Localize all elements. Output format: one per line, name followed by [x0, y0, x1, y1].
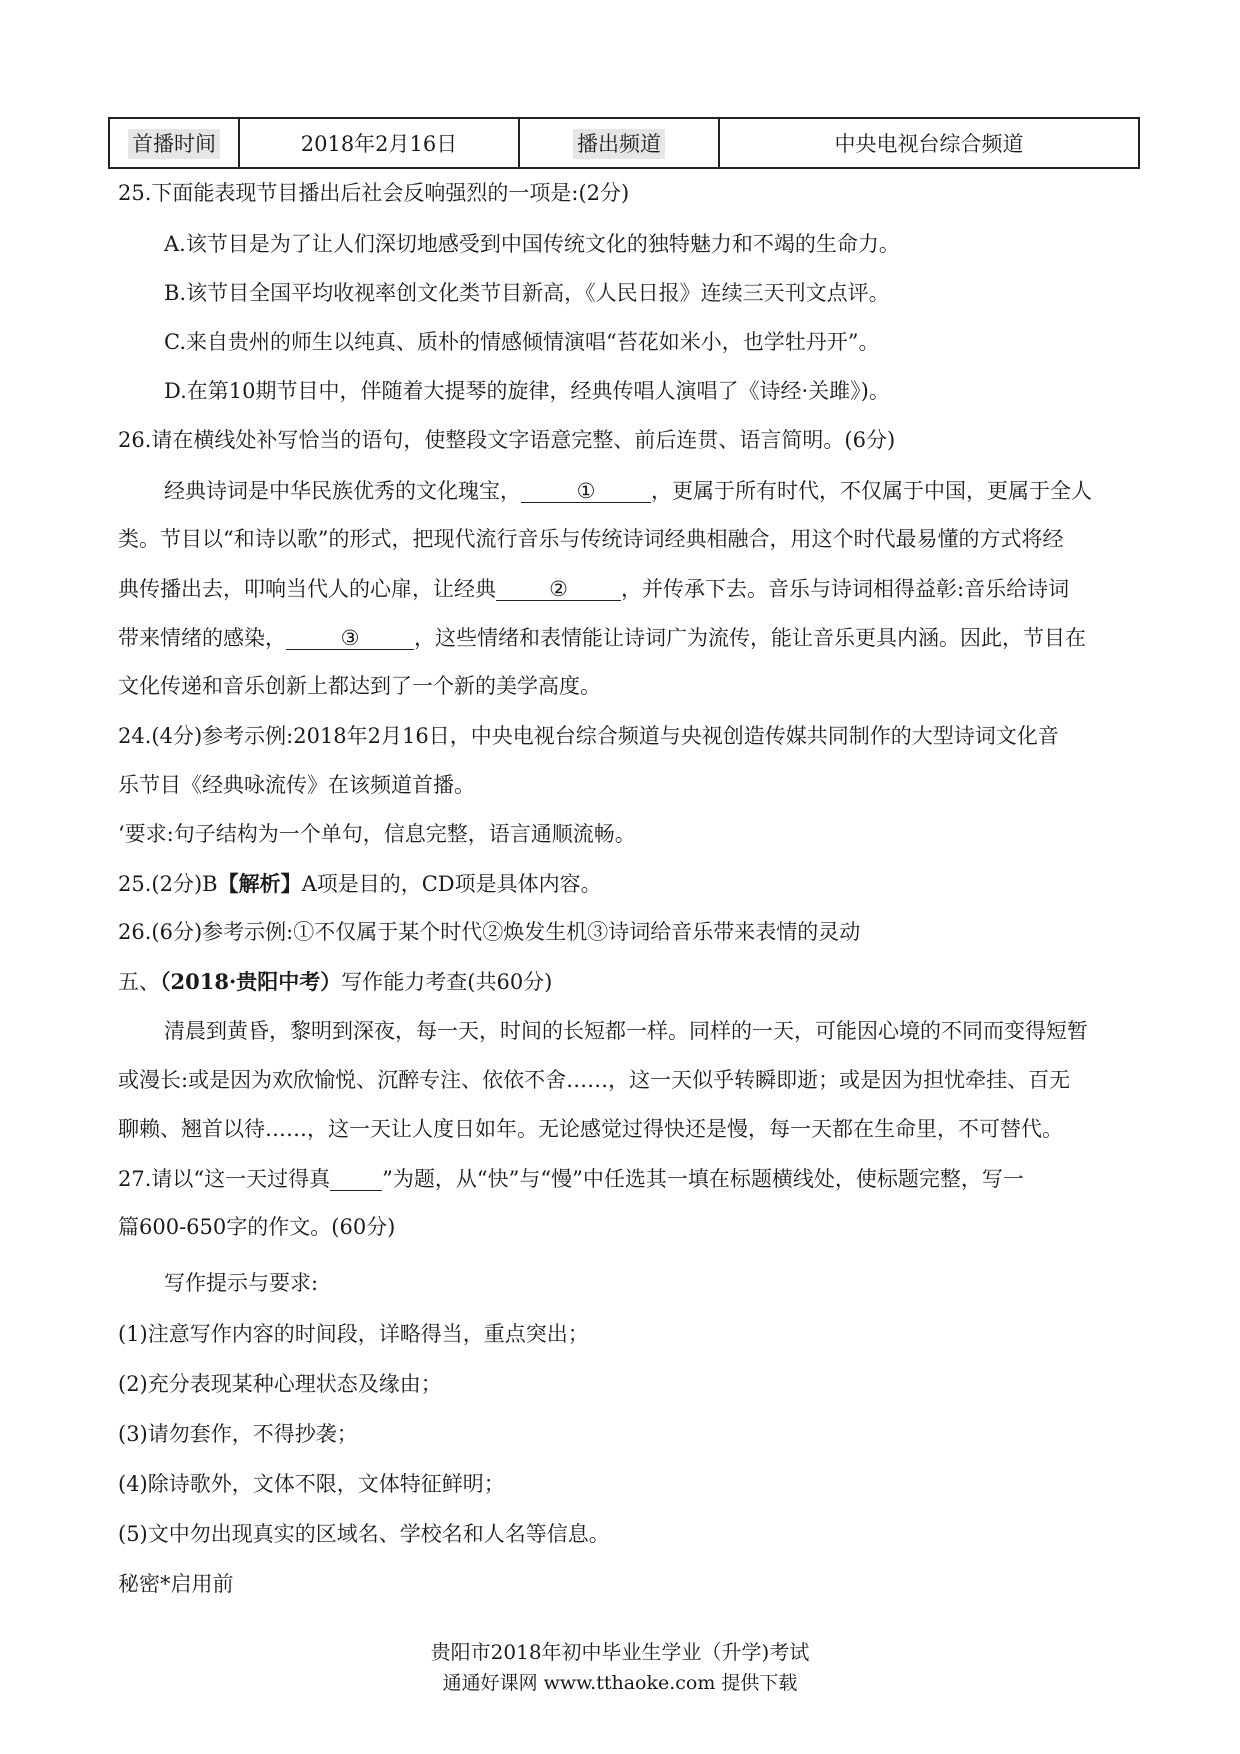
q26-line-3: 典传播出去，叩响当代人的心扉，让经典 ② ，并传承下去。音乐与诗词相得益彰:音乐给诗词: [118, 577, 1070, 601]
download-source-footer: 通通好课网 www.tthaoke.com 提供下载: [442, 1672, 798, 1694]
q26-blank-1: ①: [521, 480, 651, 503]
q25-option-c: C.来自贵州的师生以纯真、质朴的情感倾情演唱“苔花如米小，也学牡丹开”。: [164, 330, 880, 354]
premiere-time-value-cell: 2018年2月16日: [239, 118, 519, 168]
analysis-tag: 【解析】: [217, 871, 302, 896]
channel-value-cell: 中央电视台综合频道: [719, 118, 1139, 168]
q27-tip-1: (1)注意写作内容的时间段，详略得当，重点突出；: [118, 1322, 589, 1346]
q25-stem: 25.下面能表现节目播出后社会反响强烈的一项是:(2分): [118, 181, 630, 205]
channel-label-cell: 播出频道: [519, 118, 719, 168]
q27-line-1: 27.请以“这一天过得真 ”为题，从“快”与“慢”中任选其一填在标题横线处，使标题完整，写一: [118, 1167, 1024, 1191]
confidential-label: 秘密*启用前: [118, 1572, 234, 1596]
section-5-source: （2018·贵阳中考）: [160, 969, 342, 994]
section-5-paragraph-line-1: 清晨到黄昏，黎明到深夜，每一天，时间的长短都一样。同样的一天，可能因心境的不同而变得短暂: [164, 1019, 1088, 1043]
q27-tip-5: (5)文中勿出现真实的区域名、学校名和人名等信息。: [118, 1522, 610, 1546]
section-5-paragraph-line-2: 或漫长:或是因为欢欣愉悦、沉醉专注、依依不舍……，这一天似乎转瞬即逝；或是因为担忧牵挂、百无: [118, 1068, 1071, 1092]
answer-26: 26.(6分)参考示例:①不仅属于某个时代②焕发生机③诗词给音乐带来表情的灵动: [118, 920, 861, 944]
q26-stem: 26.请在横线处补写恰当的语句，使整段文字语意完整、前后连贯、语言简明。(6分): [118, 428, 896, 452]
table-row: [109, 118, 1139, 168]
q25-option-d: D.在第10期节目中，伴随着大提琴的旋律，经典传唱人演唱了《诗经·关雎》)。: [164, 379, 890, 403]
q27-tips-title: 写作提示与要求:: [164, 1271, 319, 1295]
exam-title-footer: 贵阳市2018年初中毕业生学业（升学)考试: [430, 1640, 810, 1664]
answer-24-line-1: 24.(4分)参考示例:2018年2月16日，中央电视台综合频道与央视创造传媒共同制作的大型诗词文化音: [118, 724, 1059, 748]
section-5-heading: 五、（2018·贵阳中考）写作能力考查(共60分): [118, 969, 553, 994]
q26-blank-3: ③: [286, 627, 414, 650]
answer-24-requirement: ‘要求:句子结构为一个单句，信息完整，语言通顺流畅。: [118, 822, 636, 846]
q25-option-b: B.该节目全国平均收视率创文化类节目新高，《人民日报》连续三天刊文点评。: [164, 281, 890, 305]
q26-line-2: 类。节目以“和诗以歌”的形式，把现代流行音乐与传统诗词经典相融合，用这个时代最易懂的方式将经: [118, 527, 1064, 551]
answer-24-line-2: 乐节目《经典咏流传》在该频道首播。: [118, 773, 475, 797]
q26-line-4: 带来情绪的感染， ③ ，这些情绪和表情能让诗词广为流传，能让音乐更具内涵。因此，节目在: [118, 626, 1086, 650]
q27-tip-4: (4)除诗歌外，文体不限，文体特征鲜明；: [118, 1472, 505, 1496]
q25-option-a: A.该节目是为了让人们深切地感受到中国传统文化的独特魅力和不竭的生命力。: [164, 232, 900, 256]
q27-line-2: 篇600-650字的作文。(60分): [118, 1215, 396, 1239]
broadcast-info-table: [108, 117, 1140, 169]
answer-25: 25.(2分)B【解析】A项是目的，CD项是具体内容。: [118, 871, 602, 896]
q27-tip-2: (2)充分表现某种心理状态及缘由；: [118, 1372, 442, 1396]
q26-line-5: 文化传递和音乐创新上都达到了一个新的美学高度。: [118, 674, 601, 698]
q26-line-1: 经典诗词是中华民族优秀的文化瑰宝， ① ，更属于所有时代，不仅属于中国，更属于全人: [164, 479, 1092, 503]
q27-tip-3: (3)请勿套作，不得抄袭；: [118, 1422, 358, 1446]
q27-title-blank: [330, 1168, 382, 1191]
premiere-time-label-cell: 首播时间: [109, 118, 239, 168]
section-5-paragraph-line-3: 聊赖、翘首以待……，这一天让人度日如年。无论感觉过得快还是慢，每一天都在生命里，不可替代。: [118, 1117, 1063, 1141]
q26-blank-2: ②: [496, 578, 621, 601]
